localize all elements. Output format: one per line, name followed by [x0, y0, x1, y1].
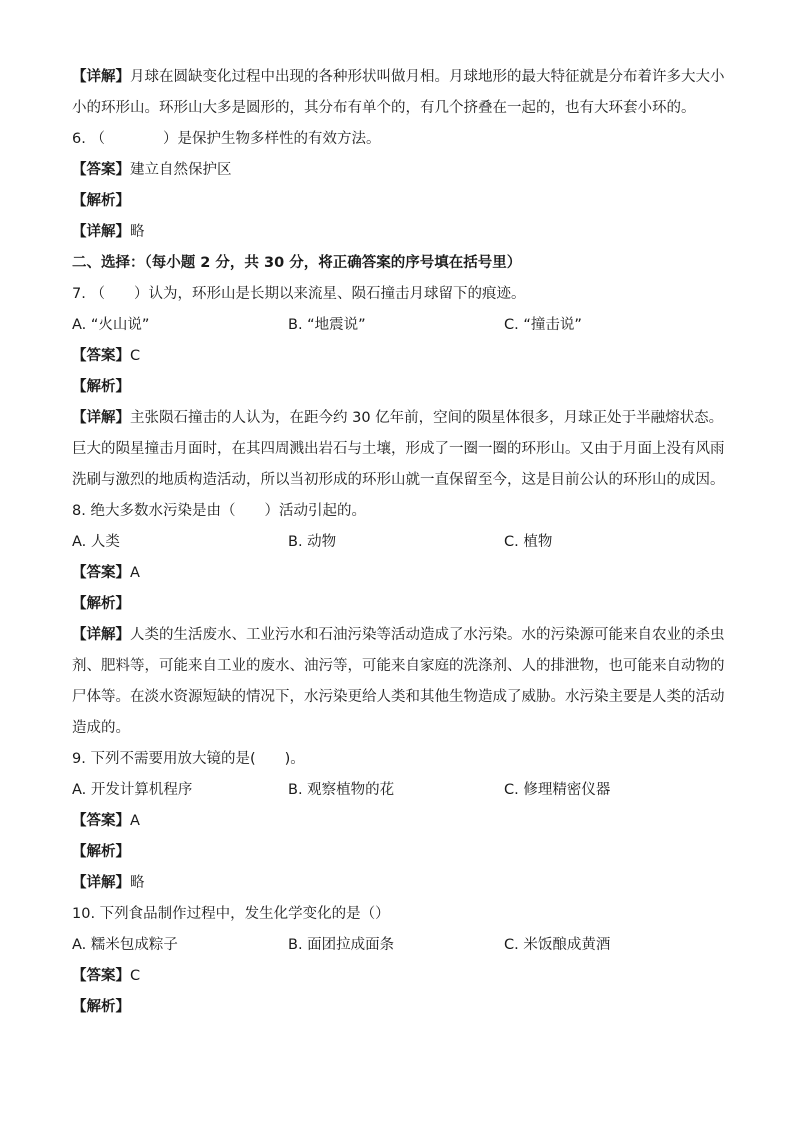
document-page: [72, 62, 732, 1023]
q6-stem: 6. （ ）是保护生物多样性的有效方法。: [72, 131, 381, 147]
q9-option-c: C. 修理精密仪器: [504, 782, 611, 798]
answer-tag: 【答案】: [72, 565, 130, 581]
q9-options: [72, 775, 732, 806]
q9-analysis: [72, 837, 732, 868]
q8-options: [72, 527, 732, 558]
q8-option-b: B. 动物: [288, 534, 337, 550]
q6-answer: [72, 155, 732, 186]
q9-option-a: A. 开发计算机程序: [72, 782, 193, 798]
q8-analysis: [72, 589, 732, 620]
answer-tag: 【答案】: [72, 162, 130, 178]
q10-option-a: A. 糯米包成粽子: [72, 937, 178, 953]
q8-detail: [72, 620, 732, 744]
q9-answer: [72, 806, 732, 837]
q6-answer-text: 建立自然保护区: [130, 162, 232, 178]
q8-answer: [72, 558, 732, 589]
q10-answer: [72, 961, 732, 992]
q9-detail: [72, 868, 732, 899]
q9-option-b: B. 观察植物的花: [288, 782, 395, 798]
analysis-tag: 【解析】: [72, 844, 130, 860]
q7-analysis: [72, 372, 732, 403]
q7-answer-text: C: [130, 348, 141, 364]
q9-stem: 9. 下列不需要用放大镜的是( )。: [72, 751, 305, 767]
detail-tag: 【详解】: [72, 69, 130, 85]
q7-detail: [72, 403, 732, 496]
answer-tag: 【答案】: [72, 813, 130, 829]
q7-option-c: C. “撞击说”: [504, 317, 582, 333]
q7-options: [72, 310, 732, 341]
q9-detail-text: 略: [130, 875, 145, 891]
q10-stem: 10. 下列食品制作过程中，发生化学变化的是（）: [72, 906, 390, 922]
q10-option-c: C. 米饭酿成黄酒: [504, 937, 611, 953]
analysis-tag: 【解析】: [72, 379, 130, 395]
analysis-tag: 【解析】: [72, 596, 130, 612]
q7-option-b: B. “地震说”: [288, 317, 366, 333]
q8-option-a: A. 人类: [72, 534, 120, 550]
answer-tag: 【答案】: [72, 348, 130, 364]
q8-option-c: C. 植物: [504, 534, 553, 550]
answer-tag: 【答案】: [72, 968, 130, 984]
detail-tag: 【详解】: [72, 875, 130, 891]
q10-options: [72, 930, 732, 961]
q5-detail-text: 月球在圆缺变化过程中出现的各种形状叫做月相。月球地形的最大特征就是分布着许多大大小小的环形山。环形山大多是圆形的，其分布有单个的，有几个挤叠在一起的，也有大环套小环的。: [72, 69, 725, 116]
section-2-title: 二、选择：（每小题 2 分，共 30 分，将正确答案的序号填在括号里）: [72, 255, 522, 271]
q6-detail: [72, 217, 732, 248]
analysis-tag: 【解析】: [72, 193, 130, 209]
q8-answer-text: A: [130, 565, 140, 581]
detail-tag: 【详解】: [72, 224, 130, 240]
q9-answer-text: A: [130, 813, 140, 829]
q6-detail-text: 略: [130, 224, 145, 240]
q7-answer: [72, 341, 732, 372]
q6-analysis: [72, 186, 732, 217]
q7-stem: 7. （ ）认为，环形山是长期以来流星、陨石撞击月球留下的痕迹。: [72, 286, 526, 302]
analysis-tag: 【解析】: [72, 999, 130, 1015]
q10-answer-text: C: [130, 968, 141, 984]
q8-stem: 8. 绝大多数水污染是由（ ）活动引起的。: [72, 503, 366, 519]
detail-tag: 【详解】: [72, 627, 130, 643]
q7-option-a: A. “火山说”: [72, 317, 150, 333]
q5-detail: [72, 62, 732, 124]
q7-detail-text: 主张陨石撞击的人认为，在距今约 30 亿年前，空间的陨星体很多，月球正处于半融熔状态。巨大的陨星撞击月面时，在其四周溅出岩石与土壤，形成了一圈一圈的环形山。又由于月面上没有风雨洗刷与激烈的地质构造活动，所以当初形成的环形山就一直保留至今，这是目前公认的环形山的成因。: [72, 410, 725, 488]
q8-detail-text: 人类的生活废水、工业污水和石油污染等活动造成了水污染。水的污染源可能来自农业的杀虫剂、肥料等，可能来自工业的废水、油污等，可能来自家庭的洗涤剂、人的排泄物，也可能来自动物的尸体等。在淡水资源短缺的情况下，水污染更给人类和其他生物造成了威胁。水污染主要是人类的活动造成的。: [72, 627, 725, 736]
detail-tag: 【详解】: [72, 410, 130, 426]
q10-option-b: B. 面团拉成面条: [288, 937, 395, 953]
q10-analysis: [72, 992, 732, 1023]
